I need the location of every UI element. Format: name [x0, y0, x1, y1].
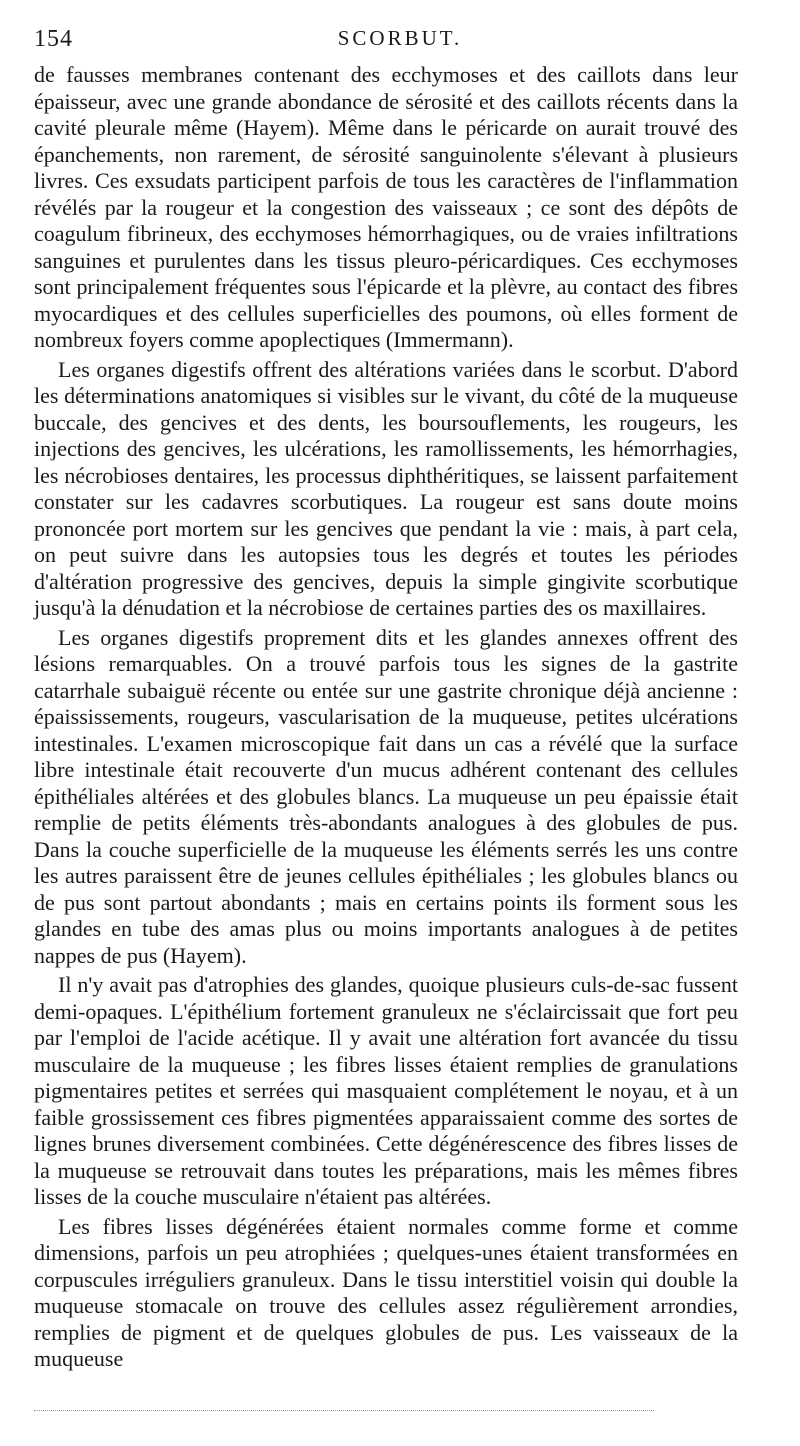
paragraph-digestive-organs: Les organes digestifs offrent des altérations variées dans le scorbut. D'abord les déterminations anatomiques si visibles sur le vivant, du côté de la muqueuse buccale, des gencives et des dents, les boursouflements, les rougeurs, les injections des gencives, les ulcérations, les ramollissements, les hémorrhagies, les nécrobioses dentaires, les processus diphthéritiques, se laissent parfaitement constater sur les cadavres scorbutiques. La rougeur est sans doute moins prononcée port mortem sur les gencives que pendant la vie : mais, à part cela, on peut suivre dans les autopsies tous les degrés et toutes les périodes d'altération progressive des gencives, depuis la simple gingivite scorbutique jusqu'à la dénudation et la nécrobiose de certaines parties des os maxillaires.: [34, 356, 738, 620]
paragraph-digestive-glands: Les organes digestifs proprement dits et les glandes annexes offrent des lésions remarquables. On a trouvé parfois tous les signes de la gastrite catarrhale subaiguë récente ou entée sur une gastrite chronique déjà ancienne : épaississements, rougeurs, vascularisation de la muqueuse, petites ulcérations intestinales. L'examen microscopique fait dans un cas a révélé que la surface libre intestinale était recouverte d'un mucus adhérent contenant des cellules épithéliales altérées et des globules blancs. La muqueuse un peu épaissie était remplie de petits éléments très-abondants analogues à des globules de pus. Dans la couche superficielle de la muqueuse les éléments serrés les uns contre les autres paraissent être de jeunes cellules épithéliales ; les globules blancs ou de pus sont partout abondants ; mais en certains points ils forment sous les glandes en tube des amas plus ou moins importants analogues à de petites nappes de pus (Hayem).: [34, 624, 738, 968]
running-title: SCORBUT.: [337, 26, 463, 50]
paragraph-gland-atrophy: Il n'y avait pas d'atrophies des glandes, quoique plusieurs culs-de-sac fussent demi-opaques. L'épithélium fortement granuleux ne s'éclaircissait que fort peu par l'emploi de l'acide acétique. Il y avait une altération fort avancée du tissu musculaire de la muqueuse ; les fibres lisses étaient remplies de granulations pigmentaires petites et serrées qui masquaient complétement le noyau, et à un faible grossissement ces fibres pigmentées apparaissaient comme des sortes de lignes brunes diversement combinées. Cette dégénérescence des fibres lisses de la muqueuse se retrouvait dans toutes les préparations, mais les mêmes fibres lisses de la couche musculaire n'étaient pas altérées.: [34, 972, 738, 1209]
body-text: [34, 62, 738, 1373]
paragraph-smooth-fibres: Les fibres lisses dégénérées étaient normales comme forme et comme dimensions, parfois un peu atrophiées ; quelques-unes étaient transformées en corpuscules irréguliers granuleux. Dans le tissu interstitiel voisin qui double la muqueuse stomacale on trouve des cellules assez régulièrement arrondies, remplies de pigment et de quelques globules de pus. Les vaisseaux de la muqueuse: [34, 1213, 738, 1371]
page-header: [34, 26, 766, 56]
footer-dotted-rule: [34, 1410, 654, 1411]
page-number: 154: [34, 26, 73, 52]
paragraph-pleural-lesions: de fausses membranes contenant des ecchymoses et des caillots dans leur épaisseur, avec une grande abondance de sérosité et des caillots récents dans la cavité pleurale même (Hayem). Même dans le péricarde on aurait trouvé des épanchements, non rarement, de sérosité sanguinolente s'élevant à plusieurs livres. Ces exsudats participent parfois de tous les caractères de l'inflammation révélés par la rougeur et la congestion des vaisseaux ; ce sont des dépôts de coagulum fibrineux, des ecchymoses hémorrhagiques, ou de vraies infiltrations sanguines et purulentes dans les tissus pleuro-péricardiques. Ces ecchymoses sont principalement fréquentes sous l'épicarde et la plèvre, au contact des fibres myocardiques et des cellules superficielles des poumons, où elles forment de nombreux foyers comme apoplectiques (Immermann).: [34, 62, 738, 352]
